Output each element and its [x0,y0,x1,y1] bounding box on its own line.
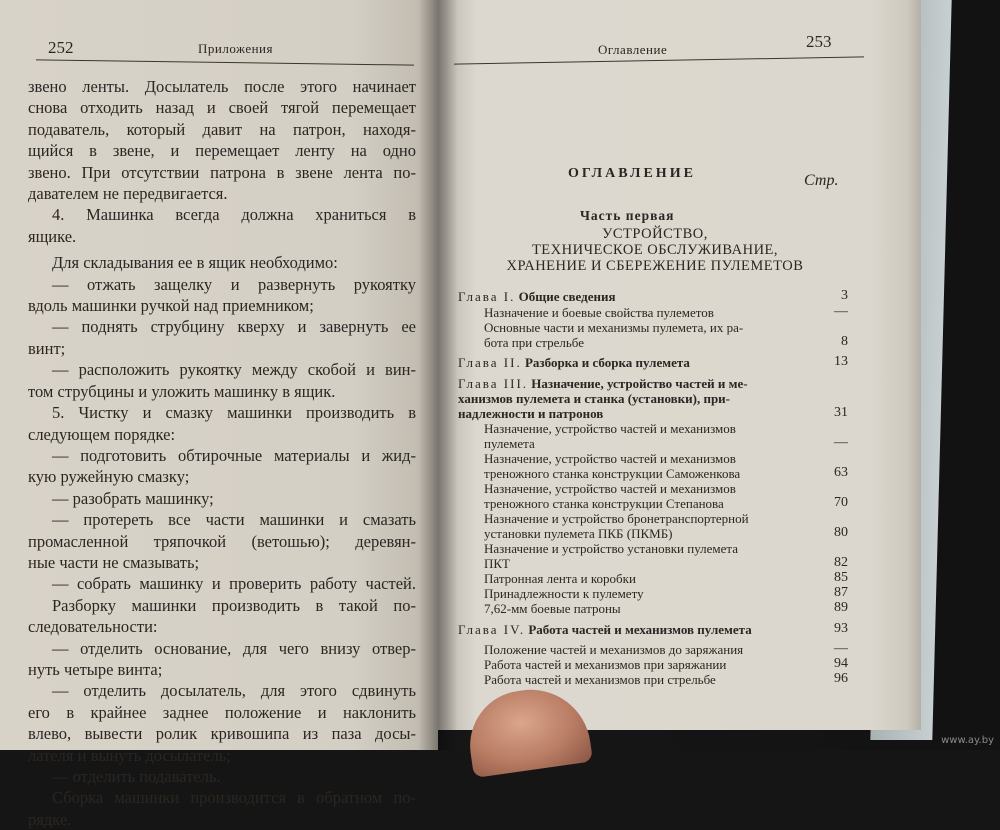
entry-page-number: — [834,435,848,450]
toc-item [484,466,740,481]
toc-item [484,642,743,657]
text-line: рядке. [28,809,72,829]
right-running-header: Оглавление [598,42,668,57]
entry-page-number: 82 [834,555,848,570]
text-line: — поднять струбцину кверху и завернуть ее [52,317,416,337]
text-line: — отжать защелку и развернуть рукоятку [52,274,416,294]
page-column-label: Стр. [804,172,839,189]
entry-page-number: 80 [834,525,848,540]
entry-title: пулемета [484,436,535,451]
left-body-text [28,76,416,830]
entry-title: Принадлежности к пулемету [484,586,644,601]
text-line: — подготовить обтирочные материалы и жид- [52,445,416,465]
toc-item [484,556,510,571]
toc-chapter [458,406,603,421]
text-line: — отделить досылатель, для этого сдвинуть [52,681,416,701]
entry-title: Работа частей и механизмов при заряжании [484,657,727,672]
entry-title: Назначение и боевые свойства пулеметов [484,305,714,320]
toc-item [484,672,716,687]
entry-title: Общие сведения [518,289,616,304]
text-line: — протереть все части машинки и смазать [52,510,416,530]
entry-title: ханизмов пулемета и станка (установки), при- [458,391,730,406]
toc-chapter [458,376,748,391]
toc-item [484,541,738,556]
part-label: Часть первая [580,208,675,223]
toc-item [484,305,714,320]
entry-title: Основные части и механизмы пулемета, их ра- [484,320,744,335]
text-line: Для складывания ее в ящик необходимо: [52,253,338,273]
toc-item [484,320,743,335]
text-line: звено. При отсутствии патрона в звене лента по- [28,162,416,182]
text-line: 4. Машинка всегда должна храниться в [52,205,416,225]
watermark: www.ay.by [941,735,994,746]
entry-title: Положение частей и механизмов до заряжания [484,642,744,657]
text-line: вдоль машинки ручкой над приемником; [28,296,314,316]
entry-title: Назначение, устройство частей и механизмов [484,451,736,466]
entry-page-number: — [834,641,848,656]
entry-title: треножного станка конструкции Саможенкова [484,466,741,481]
entry-page-number: 31 [834,405,848,420]
text-line: щийся в звене, и перемещает ленту на одно [28,141,416,161]
toc-chapter [458,355,690,370]
text-line: подаватель, который давит на патрон, находя- [28,119,416,139]
toc-item [484,481,736,496]
entry-title: Назначение, устройство частей и механизмов [484,481,736,496]
right-page-number: 253 [806,32,832,51]
toc-item [484,586,644,601]
left-running-header: Приложения [198,41,273,56]
toc-item [484,451,736,466]
entry-title: Назначение, устройство частей и ме- [531,376,748,391]
entry-page-number: 70 [834,495,848,510]
left-header-rule [36,59,414,65]
entry-page-number: — [834,304,848,319]
entry-title: Работа частей и механизмов при стрельбе [484,672,716,687]
text-line: снова отходить назад и своей тягой перемещает [28,98,416,118]
text-line: звено ленты. Досылатель после этого начинает [28,77,416,96]
text-line: 5. Чистку и смазку машинки производить в [52,403,416,423]
toc-item [484,436,535,451]
entry-title: Назначение и устройство установки пулемета [484,541,739,556]
entry-page-number: 13 [834,354,848,369]
text-line: ящике. [28,226,77,246]
spine-shadow [418,0,458,750]
entry-title: треножного станка конструкции Степанова [484,496,724,511]
text-line: лателя и вынуть досылатель; [28,745,231,765]
entry-title: бота при стрельбе [484,335,584,350]
text-line: том струбцины и уложить машинку в ящик. [28,381,336,401]
entry-page-number: 8 [841,334,848,349]
entry-title: 7,62-мм боевые патроны [484,601,621,616]
entry-page-number: 87 [834,585,848,600]
entry-title: Разборка и сборка пулемета [524,355,690,370]
text-line: винт; [28,338,66,358]
toc-item [484,421,736,436]
text-line: — отделить подаватель. [52,767,221,786]
entry-page-number: 93 [834,621,848,636]
text-line: следующем порядке: [28,424,176,444]
entry-title: Патронная лента и коробки [484,571,636,586]
text-line: следовательности: [28,617,158,637]
entry-page-number: 94 [834,656,848,671]
chapter-label: Глава II. [458,355,522,370]
part-title-line: ХРАНЕНИЕ И СБЕРЕЖЕНИЕ ПУЛЕМЕТОВ [506,258,804,274]
entry-page-number: 89 [834,600,848,615]
toc-item [484,601,621,616]
page-edges [905,0,921,730]
chapter-label: Глава I. [458,289,516,304]
text-line: — расположить рукоятку между скобой и вин- [52,360,416,380]
text-line: Сборка машинки производится в обратном по- [52,788,416,808]
text-line: промасленной тряпочкой (ветошью); деревян- [28,531,416,551]
part-title-line: УСТРОЙСТВО, [602,226,708,242]
chapter-label: Глава IV. [458,622,526,637]
toc-item [484,571,636,586]
entry-page-number: 3 [841,288,848,303]
text-line: давателем не передвигается. [28,184,228,204]
entry-title: установки пулемета ПКБ (ПКМБ) [484,526,673,541]
text-line: — разобрать машинку; [52,488,214,508]
toc-item [484,657,726,672]
toc-item [484,511,749,526]
text-line: — отделить основание, для чего внизу отвер- [52,638,416,658]
entry-title: Назначение и устройство бронетранспортерной [484,511,749,526]
toc-item [484,526,673,541]
entry-title: надлежности и патронов [458,406,604,421]
part-title-line: ТЕХНИЧЕСКОЕ ОБСЛУЖИВАНИЕ, [531,242,779,258]
entry-title: Назначение, устройство частей и механизмов [484,421,736,436]
entry-title: Работа частей и механизмов пулемета [528,622,752,637]
left-page-number: 252 [48,38,74,57]
toc-item [484,335,584,350]
text-line: Разборку машинки производить в такой по- [52,595,416,615]
entry-title: ПКТ [484,556,510,571]
text-line: влево, вывести ролик кривошипа из паза досы- [28,724,416,744]
toc-item [484,496,724,511]
toc-chapter [458,289,615,304]
entry-page-number: 63 [834,465,848,480]
text-line: — собрать машинку и проверить работу частей. [52,574,416,594]
entry-page-number: 85 [834,570,848,585]
toc-title: ОГЛАВЛЕНИЕ [568,166,696,181]
toc-chapter [458,391,730,406]
text-line: ные части не смазывать; [28,552,200,572]
text-line: нуть четыре винта; [28,659,163,679]
toc-chapter [458,622,752,637]
text-line: его в крайнее заднее положение и наклонить [28,702,416,722]
entry-page-number: 96 [834,671,848,686]
text-line: кую ружейную смазку; [28,467,190,487]
chapter-label: Глава III. [458,376,529,391]
left-page [0,0,438,829]
